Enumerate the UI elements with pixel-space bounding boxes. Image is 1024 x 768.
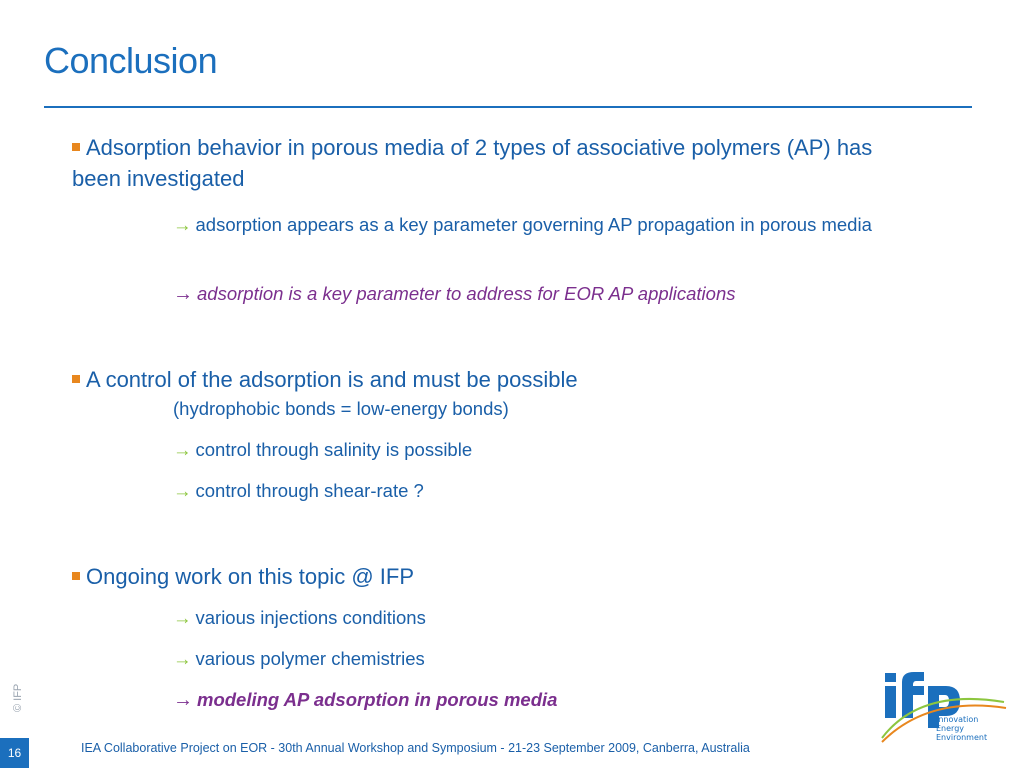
arrow-icon: → <box>173 214 192 235</box>
bullet-2-sub-2: → control through shear-rate ? <box>173 480 424 501</box>
title-divider <box>44 106 972 108</box>
arrow-icon: → <box>173 607 192 628</box>
bold-arrow-icon: → <box>173 689 193 711</box>
arrow-icon: → <box>173 648 192 669</box>
bullet-3-sub-2: → various polymer chemistries <box>173 648 425 669</box>
logo-tagline-3: Environment <box>936 733 988 742</box>
ifp-logo-graphic <box>880 668 1010 748</box>
bold-arrow-icon: → <box>173 283 193 305</box>
ifp-logo <box>880 668 1010 748</box>
arrow-icon: → <box>173 480 192 501</box>
bullet-1-text: Adsorption behavior in porous media of 2 types of associative polymers (AP) has been investigated <box>72 135 873 191</box>
logo-tagline-2: Energy <box>936 724 965 733</box>
square-bullet-icon <box>72 143 80 151</box>
logo-tagline-1: Innovation <box>936 715 979 724</box>
bullet-3-text: Ongoing work on this topic @ IFP <box>86 564 415 589</box>
bullet-2-sub-1: → control through salinity is possible <box>173 439 473 460</box>
bullet-3-sub-1: → various injections conditions <box>173 607 426 628</box>
slide-title: Conclusion <box>44 40 218 81</box>
page-number: 16 <box>0 738 29 768</box>
bullet-2 <box>72 364 578 395</box>
bullet-1-sub-2: → adsorption is a key parameter to address for EOR AP applications <box>173 283 736 305</box>
square-bullet-icon <box>72 572 80 580</box>
bullet-2-note: (hydrophobic bonds = low-energy bonds) <box>173 398 509 419</box>
bullet-3 <box>72 561 414 592</box>
bullet-1-sub-1: → adsorption appears as a key parameter governing AP propagation in porous media <box>173 214 872 235</box>
arrow-icon: → <box>173 439 192 460</box>
bullet-3-sub-3: → modeling AP adsorption in porous media <box>173 689 558 711</box>
square-bullet-icon <box>72 375 80 383</box>
footer-text: IEA Collaborative Project on EOR - 30th Annual Workshop and Symposium - 21-23 September 2009, Canberra, Australia <box>81 741 750 755</box>
bullet-2-text: A control of the adsorption is and must be possible <box>86 367 578 392</box>
bullet-1 <box>72 132 922 194</box>
copyright-label: © IFP <box>12 683 24 712</box>
